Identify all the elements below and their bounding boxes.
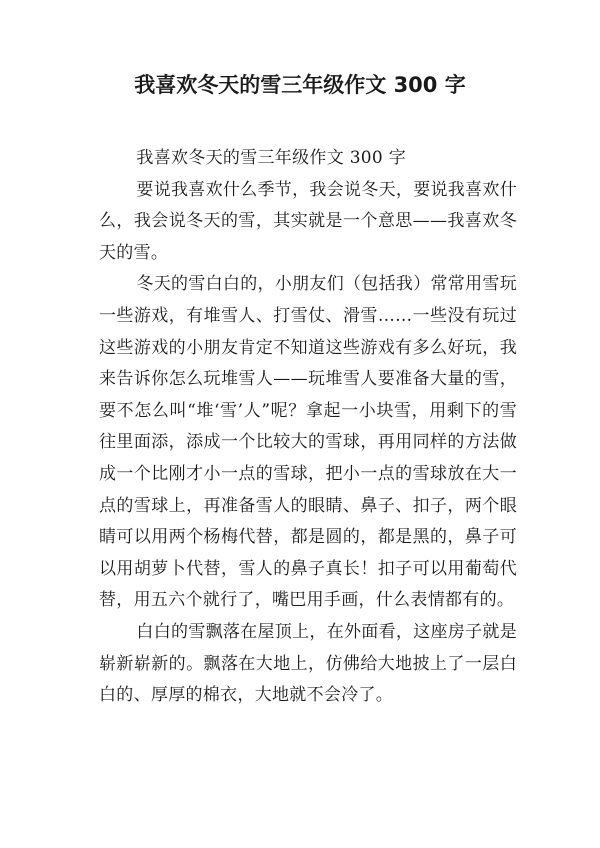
paragraph-3: 白白的雪飘落在屋顶上，在外面看，这座房子就是崭新崭新的。飘落在大地上，仿佛给大地披上了一层白白的、厚厚的棉衣，大地就不会冷了。: [99, 621, 517, 706]
paragraph-1: 要说我喜欢什么季节，我会说冬天，要说我喜欢什么，我会说冬天的雪，其实就是一个意思——我喜欢冬天的雪。: [99, 179, 517, 263]
essay-subtitle: 我喜欢冬天的雪三年级作文 300 字: [136, 148, 407, 168]
document-body: [99, 143, 517, 712]
paragraph-2: 冬天的雪白白的，小朋友们（包括我）常常用雪玩一些游戏，有堆雪人、打雪仗、滑雪……一些没有玩过这些游戏的小朋友肯定不知道这些游戏有多么好玩，我来告诉你怎么玩堆雪人——玩堆雪人要准备大量的雪，要不怎么叫“堆‘雪’人”呢？拿起一小块雪，用剩下的雪往里面添，添成一个比较大的雪球，再用同样的方法做成一个比刚才小一点的雪球，把小一点的雪球放在大一点的雪球上，再准备雪人的眼睛、鼻子、扣子，两个眼睛可以用两个杨梅代替，都是圆的，都是黑的，鼻子可以用胡萝卜代替，雪人的鼻子真长！扣子可以用葡萄代替，用五六个就行了，嘴巴用手画，什么表情都有的。: [99, 274, 517, 611]
document-title: 我喜欢冬天的雪三年级作文 300 字: [134, 73, 466, 97]
